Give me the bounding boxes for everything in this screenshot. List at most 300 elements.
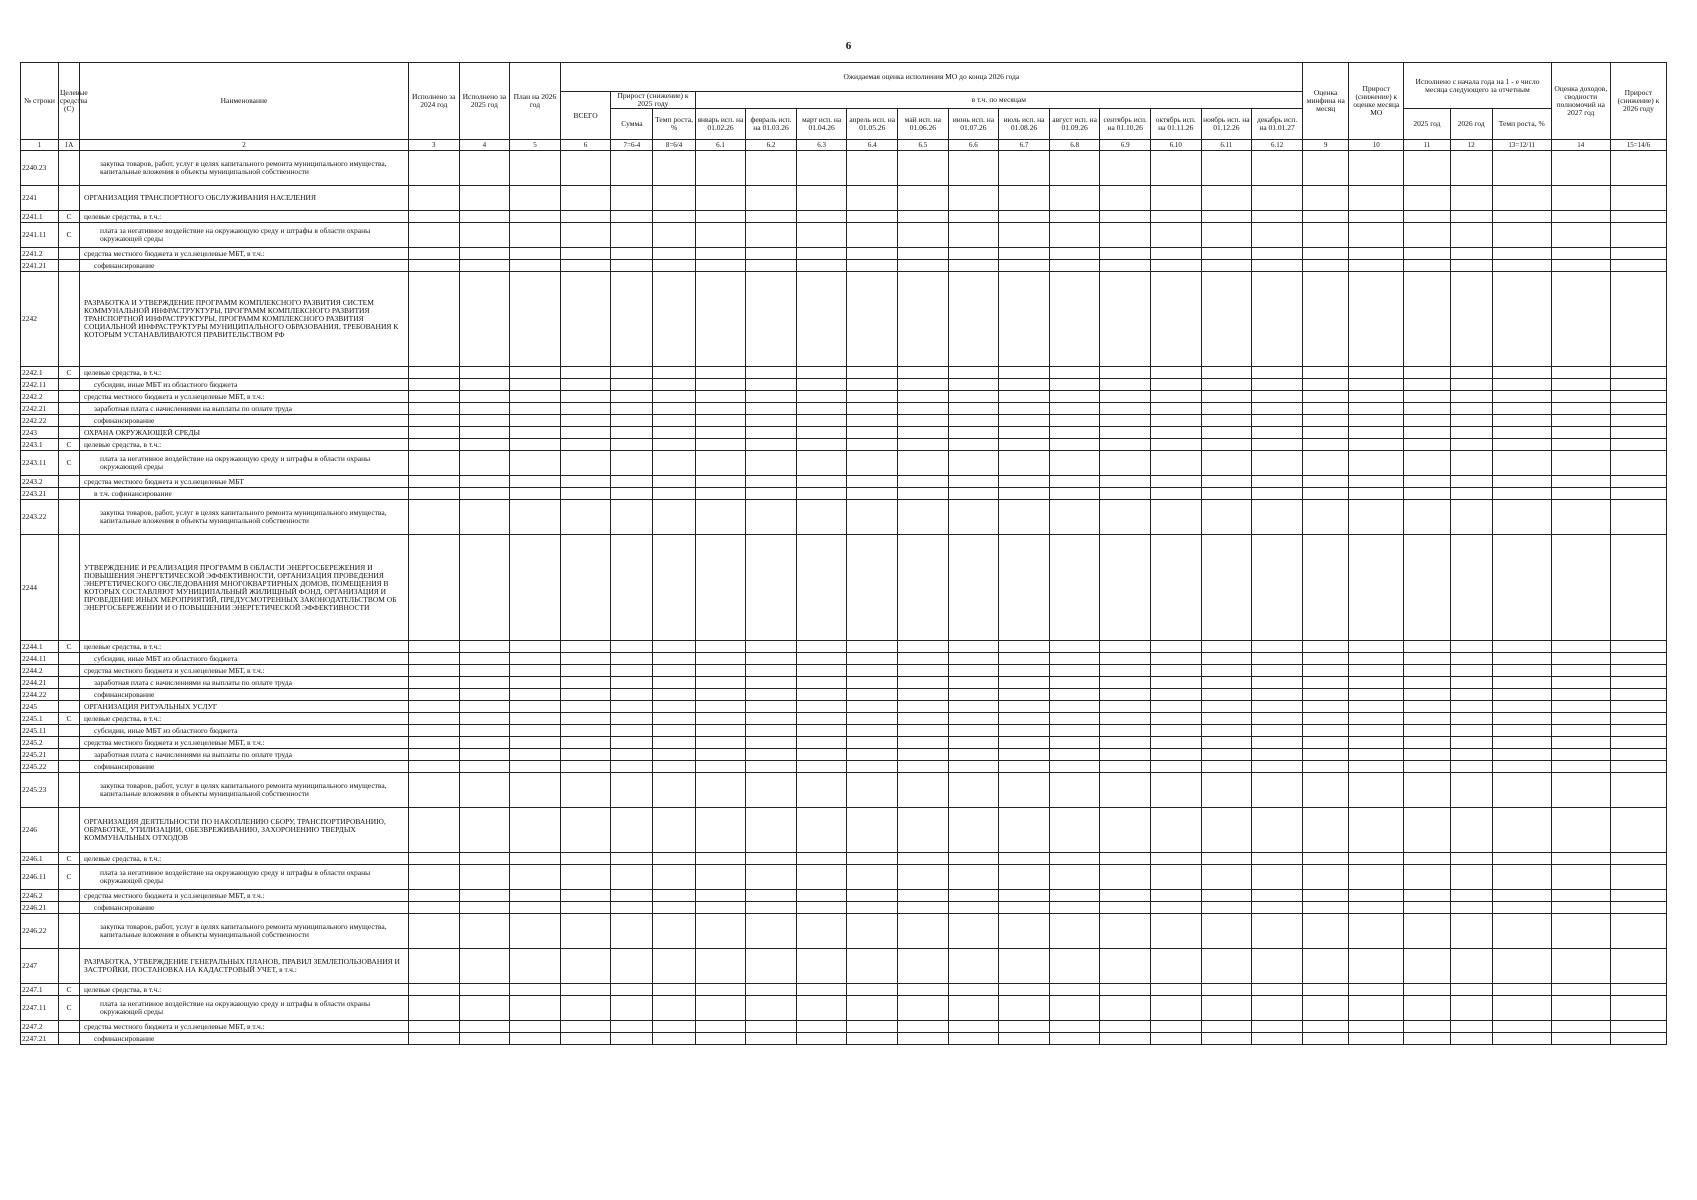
value-cell[interactable] xyxy=(1049,151,1100,186)
value-cell[interactable] xyxy=(408,1021,459,1033)
value-cell[interactable] xyxy=(1252,439,1303,451)
value-cell[interactable] xyxy=(1303,725,1349,737)
value-cell[interactable] xyxy=(1150,653,1201,665)
value-cell[interactable] xyxy=(695,773,746,808)
value-cell[interactable] xyxy=(510,415,561,427)
value-cell[interactable] xyxy=(898,427,949,439)
value-cell[interactable] xyxy=(408,853,459,865)
value-cell[interactable] xyxy=(1492,260,1551,272)
value-cell[interactable] xyxy=(847,949,898,984)
value-cell[interactable] xyxy=(999,677,1050,689)
value-cell[interactable] xyxy=(898,689,949,701)
value-cell[interactable] xyxy=(653,186,695,211)
value-cell[interactable] xyxy=(796,996,847,1021)
value-cell[interactable] xyxy=(459,890,510,902)
value-cell[interactable] xyxy=(560,500,611,535)
value-cell[interactable] xyxy=(1100,773,1151,808)
value-cell[interactable] xyxy=(408,902,459,914)
value-cell[interactable] xyxy=(1303,749,1349,761)
value-cell[interactable] xyxy=(1303,260,1349,272)
value-cell[interactable] xyxy=(999,737,1050,749)
value-cell[interactable] xyxy=(653,223,695,248)
value-cell[interactable] xyxy=(1100,808,1151,853)
value-cell[interactable] xyxy=(1492,761,1551,773)
value-cell[interactable] xyxy=(1150,272,1201,367)
value-cell[interactable] xyxy=(459,689,510,701)
value-cell[interactable] xyxy=(695,500,746,535)
value-cell[interactable] xyxy=(1551,902,1610,914)
value-cell[interactable] xyxy=(611,488,653,500)
value-cell[interactable] xyxy=(1049,500,1100,535)
value-cell[interactable] xyxy=(1492,248,1551,260)
value-cell[interactable] xyxy=(1349,186,1404,211)
value-cell[interactable] xyxy=(746,367,797,379)
value-cell[interactable] xyxy=(1049,1033,1100,1045)
value-cell[interactable] xyxy=(560,773,611,808)
value-cell[interactable] xyxy=(1150,641,1201,653)
value-cell[interactable] xyxy=(1100,677,1151,689)
value-cell[interactable] xyxy=(1201,476,1252,488)
value-cell[interactable] xyxy=(408,476,459,488)
value-cell[interactable] xyxy=(611,653,653,665)
value-cell[interactable] xyxy=(1100,689,1151,701)
value-cell[interactable] xyxy=(1100,996,1151,1021)
value-cell[interactable] xyxy=(1610,1021,1666,1033)
value-cell[interactable] xyxy=(510,451,561,476)
value-cell[interactable] xyxy=(1492,737,1551,749)
value-cell[interactable] xyxy=(1201,902,1252,914)
value-cell[interactable] xyxy=(1303,701,1349,713)
value-cell[interactable] xyxy=(1492,665,1551,677)
value-cell[interactable] xyxy=(408,488,459,500)
value-cell[interactable] xyxy=(1252,415,1303,427)
value-cell[interactable] xyxy=(1049,451,1100,476)
value-cell[interactable] xyxy=(653,689,695,701)
value-cell[interactable] xyxy=(611,272,653,367)
value-cell[interactable] xyxy=(695,689,746,701)
value-cell[interactable] xyxy=(1303,853,1349,865)
value-cell[interactable] xyxy=(999,902,1050,914)
value-cell[interactable] xyxy=(611,865,653,890)
value-cell[interactable] xyxy=(1349,1021,1404,1033)
value-cell[interactable] xyxy=(1049,223,1100,248)
value-cell[interactable] xyxy=(1049,761,1100,773)
value-cell[interactable] xyxy=(1201,749,1252,761)
value-cell[interactable] xyxy=(746,391,797,403)
value-cell[interactable] xyxy=(653,451,695,476)
value-cell[interactable] xyxy=(611,713,653,725)
value-cell[interactable] xyxy=(1450,773,1492,808)
value-cell[interactable] xyxy=(898,677,949,689)
value-cell[interactable] xyxy=(1150,535,1201,641)
value-cell[interactable] xyxy=(510,186,561,211)
value-cell[interactable] xyxy=(1610,996,1666,1021)
value-cell[interactable] xyxy=(898,367,949,379)
value-cell[interactable] xyxy=(847,211,898,223)
value-cell[interactable] xyxy=(1252,902,1303,914)
value-cell[interactable] xyxy=(1100,713,1151,725)
value-cell[interactable] xyxy=(847,725,898,737)
value-cell[interactable] xyxy=(459,737,510,749)
value-cell[interactable] xyxy=(653,914,695,949)
value-cell[interactable] xyxy=(408,272,459,367)
value-cell[interactable] xyxy=(1404,186,1450,211)
value-cell[interactable] xyxy=(1349,984,1404,996)
value-cell[interactable] xyxy=(746,260,797,272)
value-cell[interactable] xyxy=(695,749,746,761)
value-cell[interactable] xyxy=(459,653,510,665)
value-cell[interactable] xyxy=(1551,890,1610,902)
value-cell[interactable] xyxy=(948,367,999,379)
value-cell[interactable] xyxy=(1349,761,1404,773)
value-cell[interactable] xyxy=(560,223,611,248)
value-cell[interactable] xyxy=(560,677,611,689)
value-cell[interactable] xyxy=(611,403,653,415)
value-cell[interactable] xyxy=(1049,1021,1100,1033)
value-cell[interactable] xyxy=(1551,488,1610,500)
value-cell[interactable] xyxy=(1303,500,1349,535)
value-cell[interactable] xyxy=(898,665,949,677)
value-cell[interactable] xyxy=(1303,890,1349,902)
value-cell[interactable] xyxy=(796,439,847,451)
value-cell[interactable] xyxy=(1049,272,1100,367)
value-cell[interactable] xyxy=(746,151,797,186)
value-cell[interactable] xyxy=(796,1033,847,1045)
value-cell[interactable] xyxy=(695,379,746,391)
value-cell[interactable] xyxy=(560,865,611,890)
value-cell[interactable] xyxy=(611,223,653,248)
value-cell[interactable] xyxy=(1100,223,1151,248)
value-cell[interactable] xyxy=(847,808,898,853)
value-cell[interactable] xyxy=(1150,761,1201,773)
value-cell[interactable] xyxy=(1349,451,1404,476)
value-cell[interactable] xyxy=(1049,379,1100,391)
value-cell[interactable] xyxy=(1610,391,1666,403)
value-cell[interactable] xyxy=(695,391,746,403)
value-cell[interactable] xyxy=(459,476,510,488)
value-cell[interactable] xyxy=(1450,890,1492,902)
value-cell[interactable] xyxy=(653,713,695,725)
value-cell[interactable] xyxy=(847,451,898,476)
value-cell[interactable] xyxy=(1150,665,1201,677)
value-cell[interactable] xyxy=(510,761,561,773)
value-cell[interactable] xyxy=(1610,653,1666,665)
value-cell[interactable] xyxy=(1551,367,1610,379)
value-cell[interactable] xyxy=(796,451,847,476)
value-cell[interactable] xyxy=(459,665,510,677)
value-cell[interactable] xyxy=(1100,427,1151,439)
value-cell[interactable] xyxy=(1450,211,1492,223)
value-cell[interactable] xyxy=(847,689,898,701)
value-cell[interactable] xyxy=(1551,186,1610,211)
value-cell[interactable] xyxy=(898,773,949,808)
value-cell[interactable] xyxy=(1201,415,1252,427)
value-cell[interactable] xyxy=(999,367,1050,379)
value-cell[interactable] xyxy=(1551,641,1610,653)
value-cell[interactable] xyxy=(510,391,561,403)
value-cell[interactable] xyxy=(653,248,695,260)
value-cell[interactable] xyxy=(510,996,561,1021)
value-cell[interactable] xyxy=(611,439,653,451)
value-cell[interactable] xyxy=(1404,415,1450,427)
value-cell[interactable] xyxy=(796,749,847,761)
value-cell[interactable] xyxy=(847,1021,898,1033)
value-cell[interactable] xyxy=(408,749,459,761)
value-cell[interactable] xyxy=(459,260,510,272)
value-cell[interactable] xyxy=(1450,689,1492,701)
value-cell[interactable] xyxy=(1349,713,1404,725)
value-cell[interactable] xyxy=(1450,500,1492,535)
value-cell[interactable] xyxy=(1492,476,1551,488)
value-cell[interactable] xyxy=(560,260,611,272)
value-cell[interactable] xyxy=(1450,186,1492,211)
value-cell[interactable] xyxy=(1610,248,1666,260)
value-cell[interactable] xyxy=(948,865,999,890)
value-cell[interactable] xyxy=(1492,427,1551,439)
value-cell[interactable] xyxy=(560,211,611,223)
value-cell[interactable] xyxy=(459,914,510,949)
value-cell[interactable] xyxy=(1150,890,1201,902)
value-cell[interactable] xyxy=(1404,853,1450,865)
value-cell[interactable] xyxy=(746,500,797,535)
value-cell[interactable] xyxy=(1252,535,1303,641)
value-cell[interactable] xyxy=(459,725,510,737)
value-cell[interactable] xyxy=(999,223,1050,248)
value-cell[interactable] xyxy=(611,665,653,677)
value-cell[interactable] xyxy=(1150,439,1201,451)
value-cell[interactable] xyxy=(898,488,949,500)
value-cell[interactable] xyxy=(1252,151,1303,186)
value-cell[interactable] xyxy=(1349,476,1404,488)
value-cell[interactable] xyxy=(560,737,611,749)
value-cell[interactable] xyxy=(999,151,1050,186)
value-cell[interactable] xyxy=(560,151,611,186)
value-cell[interactable] xyxy=(746,248,797,260)
value-cell[interactable] xyxy=(510,865,561,890)
value-cell[interactable] xyxy=(560,1021,611,1033)
value-cell[interactable] xyxy=(847,749,898,761)
value-cell[interactable] xyxy=(1610,260,1666,272)
value-cell[interactable] xyxy=(1610,427,1666,439)
value-cell[interactable] xyxy=(611,427,653,439)
value-cell[interactable] xyxy=(653,403,695,415)
value-cell[interactable] xyxy=(1252,1033,1303,1045)
value-cell[interactable] xyxy=(1404,984,1450,996)
value-cell[interactable] xyxy=(653,737,695,749)
value-cell[interactable] xyxy=(459,379,510,391)
value-cell[interactable] xyxy=(408,223,459,248)
value-cell[interactable] xyxy=(611,701,653,713)
value-cell[interactable] xyxy=(1100,260,1151,272)
value-cell[interactable] xyxy=(1404,451,1450,476)
value-cell[interactable] xyxy=(1492,403,1551,415)
value-cell[interactable] xyxy=(510,403,561,415)
value-cell[interactable] xyxy=(1201,427,1252,439)
value-cell[interactable] xyxy=(408,737,459,749)
value-cell[interactable] xyxy=(1150,223,1201,248)
value-cell[interactable] xyxy=(1201,689,1252,701)
value-cell[interactable] xyxy=(1252,223,1303,248)
value-cell[interactable] xyxy=(999,949,1050,984)
value-cell[interactable] xyxy=(1252,689,1303,701)
value-cell[interactable] xyxy=(1201,890,1252,902)
value-cell[interactable] xyxy=(746,853,797,865)
value-cell[interactable] xyxy=(1100,665,1151,677)
value-cell[interactable] xyxy=(695,1033,746,1045)
value-cell[interactable] xyxy=(847,701,898,713)
value-cell[interactable] xyxy=(847,379,898,391)
value-cell[interactable] xyxy=(1049,914,1100,949)
value-cell[interactable] xyxy=(611,737,653,749)
value-cell[interactable] xyxy=(847,500,898,535)
value-cell[interactable] xyxy=(1201,535,1252,641)
value-cell[interactable] xyxy=(1150,379,1201,391)
value-cell[interactable] xyxy=(560,902,611,914)
value-cell[interactable] xyxy=(560,272,611,367)
value-cell[interactable] xyxy=(1100,272,1151,367)
value-cell[interactable] xyxy=(1049,677,1100,689)
value-cell[interactable] xyxy=(999,725,1050,737)
value-cell[interactable] xyxy=(847,248,898,260)
value-cell[interactable] xyxy=(948,451,999,476)
value-cell[interactable] xyxy=(510,272,561,367)
value-cell[interactable] xyxy=(1450,272,1492,367)
value-cell[interactable] xyxy=(999,773,1050,808)
value-cell[interactable] xyxy=(999,1033,1050,1045)
value-cell[interactable] xyxy=(1100,379,1151,391)
value-cell[interactable] xyxy=(948,476,999,488)
value-cell[interactable] xyxy=(948,427,999,439)
value-cell[interactable] xyxy=(1610,749,1666,761)
value-cell[interactable] xyxy=(408,665,459,677)
value-cell[interactable] xyxy=(1551,677,1610,689)
value-cell[interactable] xyxy=(1551,391,1610,403)
value-cell[interactable] xyxy=(459,535,510,641)
value-cell[interactable] xyxy=(898,260,949,272)
value-cell[interactable] xyxy=(847,653,898,665)
value-cell[interactable] xyxy=(948,1033,999,1045)
value-cell[interactable] xyxy=(408,211,459,223)
value-cell[interactable] xyxy=(1252,808,1303,853)
value-cell[interactable] xyxy=(1201,725,1252,737)
value-cell[interactable] xyxy=(1252,403,1303,415)
value-cell[interactable] xyxy=(746,653,797,665)
value-cell[interactable] xyxy=(1349,248,1404,260)
value-cell[interactable] xyxy=(459,272,510,367)
value-cell[interactable] xyxy=(796,186,847,211)
value-cell[interactable] xyxy=(1100,701,1151,713)
value-cell[interactable] xyxy=(1252,914,1303,949)
value-cell[interactable] xyxy=(1252,653,1303,665)
value-cell[interactable] xyxy=(999,641,1050,653)
value-cell[interactable] xyxy=(1492,689,1551,701)
value-cell[interactable] xyxy=(560,186,611,211)
value-cell[interactable] xyxy=(1049,488,1100,500)
value-cell[interactable] xyxy=(1404,272,1450,367)
value-cell[interactable] xyxy=(999,808,1050,853)
value-cell[interactable] xyxy=(560,641,611,653)
value-cell[interactable] xyxy=(898,890,949,902)
value-cell[interactable] xyxy=(1610,914,1666,949)
value-cell[interactable] xyxy=(611,853,653,865)
value-cell[interactable] xyxy=(560,749,611,761)
value-cell[interactable] xyxy=(948,488,999,500)
value-cell[interactable] xyxy=(948,737,999,749)
value-cell[interactable] xyxy=(898,415,949,427)
value-cell[interactable] xyxy=(1610,415,1666,427)
value-cell[interactable] xyxy=(1100,865,1151,890)
value-cell[interactable] xyxy=(948,391,999,403)
value-cell[interactable] xyxy=(999,653,1050,665)
value-cell[interactable] xyxy=(1349,902,1404,914)
value-cell[interactable] xyxy=(1252,500,1303,535)
value-cell[interactable] xyxy=(1450,749,1492,761)
value-cell[interactable] xyxy=(653,701,695,713)
value-cell[interactable] xyxy=(408,439,459,451)
value-cell[interactable] xyxy=(1404,223,1450,248)
value-cell[interactable] xyxy=(1303,415,1349,427)
value-cell[interactable] xyxy=(796,914,847,949)
value-cell[interactable] xyxy=(1100,725,1151,737)
value-cell[interactable] xyxy=(1492,379,1551,391)
value-cell[interactable] xyxy=(695,451,746,476)
value-cell[interactable] xyxy=(1100,914,1151,949)
value-cell[interactable] xyxy=(459,451,510,476)
value-cell[interactable] xyxy=(1100,737,1151,749)
value-cell[interactable] xyxy=(1252,853,1303,865)
value-cell[interactable] xyxy=(611,535,653,641)
value-cell[interactable] xyxy=(1349,853,1404,865)
value-cell[interactable] xyxy=(510,379,561,391)
value-cell[interactable] xyxy=(948,439,999,451)
value-cell[interactable] xyxy=(1404,725,1450,737)
value-cell[interactable] xyxy=(408,186,459,211)
value-cell[interactable] xyxy=(746,186,797,211)
value-cell[interactable] xyxy=(1349,379,1404,391)
value-cell[interactable] xyxy=(695,427,746,439)
value-cell[interactable] xyxy=(1349,865,1404,890)
value-cell[interactable] xyxy=(1450,151,1492,186)
value-cell[interactable] xyxy=(796,890,847,902)
value-cell[interactable] xyxy=(847,902,898,914)
value-cell[interactable] xyxy=(1349,996,1404,1021)
value-cell[interactable] xyxy=(695,272,746,367)
value-cell[interactable] xyxy=(1551,535,1610,641)
value-cell[interactable] xyxy=(746,488,797,500)
value-cell[interactable] xyxy=(999,984,1050,996)
value-cell[interactable] xyxy=(1450,641,1492,653)
value-cell[interactable] xyxy=(948,902,999,914)
value-cell[interactable] xyxy=(1610,488,1666,500)
value-cell[interactable] xyxy=(408,689,459,701)
value-cell[interactable] xyxy=(695,725,746,737)
value-cell[interactable] xyxy=(847,761,898,773)
value-cell[interactable] xyxy=(898,451,949,476)
value-cell[interactable] xyxy=(1551,260,1610,272)
value-cell[interactable] xyxy=(1551,808,1610,853)
value-cell[interactable] xyxy=(1303,211,1349,223)
value-cell[interactable] xyxy=(1049,689,1100,701)
value-cell[interactable] xyxy=(695,415,746,427)
value-cell[interactable] xyxy=(408,391,459,403)
value-cell[interactable] xyxy=(560,914,611,949)
value-cell[interactable] xyxy=(1201,223,1252,248)
value-cell[interactable] xyxy=(746,476,797,488)
value-cell[interactable] xyxy=(796,773,847,808)
value-cell[interactable] xyxy=(1492,865,1551,890)
value-cell[interactable] xyxy=(459,853,510,865)
value-cell[interactable] xyxy=(510,211,561,223)
